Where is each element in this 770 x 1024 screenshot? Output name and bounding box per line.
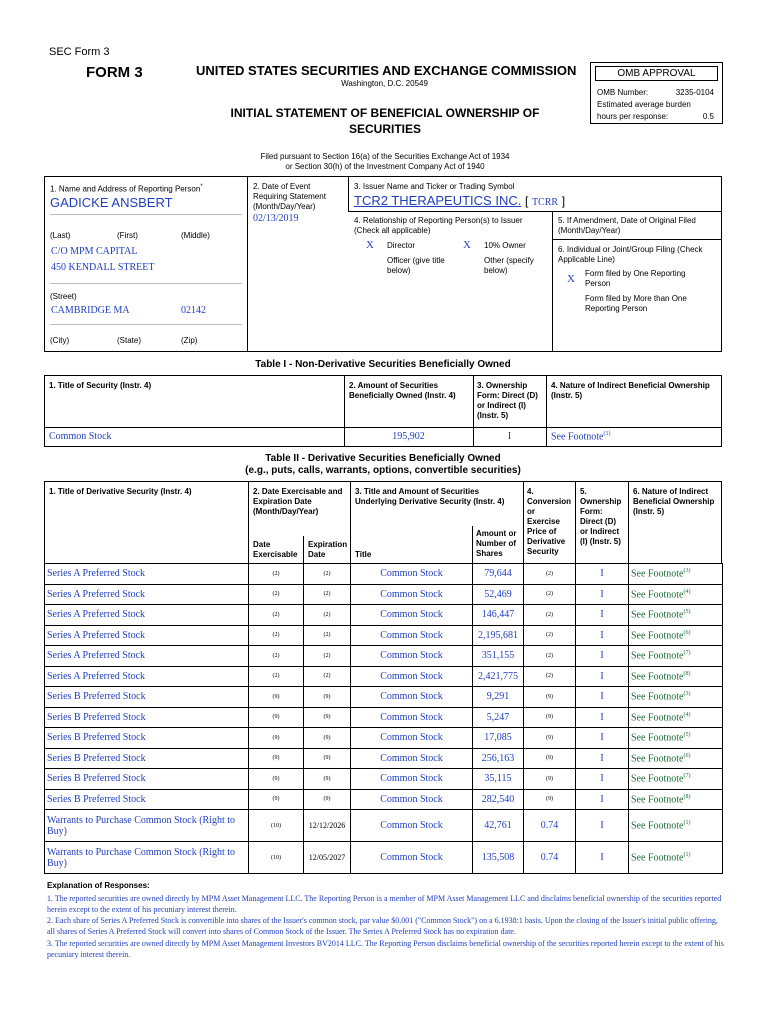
derivative-title: Series B Preferred Stock [45, 748, 249, 769]
ownership-form: I [576, 769, 629, 790]
underlying-title: Common Stock [351, 842, 473, 874]
table1-col3-header: 3. Ownership Form: Direct (D) or Indirect (I) (Instr. 5) [477, 381, 538, 420]
expiration-date: (9) [304, 748, 351, 769]
table1-security-title: Common Stock [49, 431, 112, 442]
date-exercisable: (9) [249, 687, 304, 708]
event-date: 02/13/2019 [253, 213, 299, 224]
conversion-price: 0.74 [524, 810, 576, 842]
expiration-date: (9) [304, 687, 351, 708]
date-exercisable: (9) [249, 769, 304, 790]
underlying-shares: 2,195,681 [473, 625, 524, 646]
footnote-ref[interactable]: (8) [683, 670, 691, 677]
conversion-price: (9) [524, 687, 576, 708]
footnote-ref[interactable]: (3) [683, 568, 691, 575]
underlying-title: Common Stock [351, 707, 473, 728]
zip-value: 02142 [181, 305, 206, 316]
underlying-shares: 17,085 [473, 728, 524, 749]
other-label: Other (specify below) [484, 256, 534, 275]
address-line-1: C/O MPM CAPITAL [51, 246, 138, 257]
ownership-form: I [576, 646, 629, 667]
footnote-ref[interactable]: (3) [683, 691, 691, 698]
table2-col2-header: 2. Date Exercisable and Expiration Date (Month/Day/Year) [253, 487, 343, 516]
date-exercisable: (10) [249, 842, 304, 874]
table2-row [45, 842, 723, 874]
ownership-form: I [576, 605, 629, 626]
date-exercisable: (10) [249, 810, 304, 842]
date-exercisable: (9) [249, 707, 304, 728]
box2-label: 2. Date of Event Requiring Statement (Month/Day/Year) [253, 182, 326, 211]
issuer-block: TCR2 THERAPEUTICS INC. [ TCRR ] [354, 193, 566, 208]
conversion-price: (9) [524, 769, 576, 790]
footnote-ref[interactable]: (1) [683, 819, 691, 826]
address-line-2: 450 KENDALL STREET [51, 262, 155, 273]
table2-row [45, 769, 723, 790]
nature-of-ownership: See Footnote$^{(1)}$ [629, 810, 723, 842]
table2-row [45, 646, 723, 667]
underlying-shares: 52,469 [473, 584, 524, 605]
derivative-title: Warrants to Purchase Common Stock (Right to Buy) [45, 842, 249, 874]
footnote-ref[interactable]: (5) [683, 732, 691, 739]
filed-pursuant [200, 152, 570, 172]
table1-footnote-ref[interactable]: (1) [603, 431, 611, 437]
underlying-shares: 351,155 [473, 646, 524, 667]
underlying-title: Common Stock [351, 728, 473, 749]
form-title: FORM 3 [86, 64, 143, 81]
underlying-title: Common Stock [351, 769, 473, 790]
nature-of-ownership: See Footnote$^{(8)}$ [629, 789, 723, 810]
underlying-shares: 9,291 [473, 687, 524, 708]
middle-label: (Middle) [181, 231, 210, 240]
derivative-title: Series B Preferred Stock [45, 769, 249, 790]
footnote-ref[interactable]: (7) [683, 773, 691, 780]
date-exercisable: (2) [249, 646, 304, 667]
table1-ownership-form: I [507, 431, 512, 442]
ownership-form: I [576, 810, 629, 842]
table1-col2-header: 2. Amount of Securities Beneficially Owned (Instr. 4) [349, 381, 456, 400]
derivative-title: Series B Preferred Stock [45, 687, 249, 708]
nature-of-ownership: See Footnote$^{(4)}$ [629, 584, 723, 605]
nature-of-ownership: See Footnote$^{(3)}$ [629, 564, 723, 585]
omb-number-value: 3235-0104 [675, 88, 714, 97]
table2-row [45, 687, 723, 708]
expiration-date: (9) [304, 707, 351, 728]
conversion-price: (2) [524, 584, 576, 605]
expiration-date: (2) [304, 584, 351, 605]
expiration-date: 12/12/2026 [304, 810, 351, 842]
footnote-ref[interactable]: (7) [683, 650, 691, 657]
date-exercisable: (9) [249, 789, 304, 810]
ownership-form: I [576, 789, 629, 810]
issuer-name[interactable]: TCR2 THERAPEUTICS INC. [354, 193, 522, 208]
director-label: Director [387, 241, 416, 250]
conversion-price: (9) [524, 707, 576, 728]
date-exercisable: (2) [249, 564, 304, 585]
underlying-shares: 2,421,775 [473, 666, 524, 687]
date-exercisable: (2) [249, 666, 304, 687]
officer-label: Officer (give title below) [387, 256, 445, 275]
expiration-date: (2) [304, 564, 351, 585]
table1-nature: See Footnote$^{(1)}$ [551, 431, 611, 443]
table2-amount-subheader: Amount or Number of Shares [476, 529, 517, 558]
conversion-price: (2) [524, 666, 576, 687]
omb-hours-label: hours per response: [597, 112, 669, 121]
derivative-title: Series A Preferred Stock [45, 666, 249, 687]
table1-col1-header: 1. Title of Security (Instr. 4) [49, 381, 152, 390]
footnote-ref[interactable]: (6) [683, 752, 691, 759]
table2-row [45, 748, 723, 769]
reporting-person-name: GADICKE ANSBERT [50, 195, 173, 210]
conversion-price: (9) [524, 748, 576, 769]
derivative-title: Series A Preferred Stock [45, 564, 249, 585]
city-value: CAMBRIDGE MA [51, 305, 130, 316]
underlying-title: Common Stock [351, 625, 473, 646]
street-label: (Street) [50, 292, 77, 301]
expiration-date: (2) [304, 605, 351, 626]
table2-row [45, 810, 723, 842]
ownership-form: I [576, 842, 629, 874]
ownership-form: I [576, 584, 629, 605]
omb-approval-box [590, 62, 723, 124]
table2-body [44, 563, 723, 874]
table2-date-exercisable-header: Date Exercisable [253, 540, 298, 559]
expiration-date: (2) [304, 666, 351, 687]
underlying-shares: 5,247 [473, 707, 524, 728]
table2-title: Table II - Derivative Securities Beneficially Owned (e.g., puts, calls, warrants, options, convertible securities) [245, 453, 521, 476]
underlying-shares: 79,644 [473, 564, 524, 585]
box5-label: 5. If Amendment, Date of Original Filed (Month/Day/Year) [558, 216, 696, 235]
underlying-title: Common Stock [351, 789, 473, 810]
conversion-price: (2) [524, 625, 576, 646]
date-exercisable: (2) [249, 625, 304, 646]
footnote-ref[interactable]: (6) [683, 629, 691, 636]
ownership-form: I [576, 707, 629, 728]
underlying-title: Common Stock [351, 605, 473, 626]
derivative-title: Series A Preferred Stock [45, 646, 249, 667]
table2-row [45, 605, 723, 626]
table2-col6-header: 6. Nature of Indirect Beneficial Ownership (Instr. 5) [633, 487, 715, 516]
footnote-ref[interactable]: (4) [683, 711, 691, 718]
table2-col3-header: 3. Title and Amount of Securities Underlying Derivative Security (Instr. 4) [355, 487, 505, 506]
date-exercisable: (2) [249, 584, 304, 605]
ticker-symbol: TCRR [531, 197, 559, 208]
nature-of-ownership: See Footnote$^{(1)}$ [629, 842, 723, 874]
underlying-title: Common Stock [351, 810, 473, 842]
nature-of-ownership: See Footnote$^{(6)}$ [629, 748, 723, 769]
box3-label: 3. Issuer Name and Ticker or Trading Symbol [354, 182, 515, 191]
table2-row [45, 666, 723, 687]
underlying-title: Common Stock [351, 666, 473, 687]
derivative-title: Series B Preferred Stock [45, 789, 249, 810]
table2-row [45, 584, 723, 605]
date-exercisable: (2) [249, 605, 304, 626]
table2-row [45, 728, 723, 749]
underlying-title: Common Stock [351, 687, 473, 708]
conversion-price: (2) [524, 605, 576, 626]
derivative-title: Series A Preferred Stock [45, 605, 249, 626]
date-exercisable: (9) [249, 748, 304, 769]
omb-hours-value: 0.5 [702, 112, 714, 121]
ownership-form: I [576, 728, 629, 749]
underlying-shares: 135,508 [473, 842, 524, 874]
table1-col4-header: 4. Nature of Indirect Beneficial Ownership (Instr. 5) [551, 381, 710, 400]
omb-title: OMB APPROVAL [595, 66, 718, 81]
sec-form-label: SEC Form 3 [49, 46, 110, 58]
date-exercisable: (9) [249, 728, 304, 749]
derivative-title: Series B Preferred Stock [45, 728, 249, 749]
nature-of-ownership: See Footnote$^{(5)}$ [629, 728, 723, 749]
footnote-ref[interactable]: (5) [683, 609, 691, 616]
expiration-date: (2) [304, 625, 351, 646]
underlying-shares: 282,540 [473, 789, 524, 810]
table1-title: Table I - Non-Derivative Securities Beneficially Owned [255, 359, 511, 370]
table2-row [45, 789, 723, 810]
footnote-3: 3. The reported securities are owned directly by MPM Asset Management Investors BV2014 LLC. The Reporting Person disclaims beneficial ownership of the securities reported herein except to the extent of his pecuniary interest therein. [47, 939, 724, 959]
underlying-title: Common Stock [351, 646, 473, 667]
nature-of-ownership: See Footnote$^{(8)}$ [629, 666, 723, 687]
ownership-form: I [576, 625, 629, 646]
underlying-title: Common Stock [351, 584, 473, 605]
derivative-title: Series A Preferred Stock [45, 625, 249, 646]
commission-title: UNITED STATES SECURITIES AND EXCHANGE COMMISSION [196, 63, 577, 78]
ownership-form: I [576, 666, 629, 687]
derivative-title: Series B Preferred Stock [45, 707, 249, 728]
conversion-price: 0.74 [524, 842, 576, 874]
table2-col1-header: 1. Title of Derivative Security (Instr. 4) [49, 487, 192, 496]
last-label: (Last) [50, 231, 71, 240]
commission-city: Washington, D.C. 20549 [341, 79, 428, 88]
derivative-title: Warrants to Purchase Common Stock (Right to Buy) [45, 810, 249, 842]
underlying-shares: 256,163 [473, 748, 524, 769]
table2-row [45, 707, 723, 728]
table2-title-subheader: Title [355, 550, 372, 559]
omb-number-label: OMB Number: [597, 88, 649, 97]
expiration-date: (9) [304, 769, 351, 790]
director-check[interactable]: X [366, 239, 374, 251]
footnote-ref[interactable]: (1) [683, 851, 691, 858]
conversion-price: (2) [524, 646, 576, 667]
footnote-ref[interactable]: (8) [683, 793, 691, 800]
filed-pursuant-line-1: Filed pursuant to Section 16(a) of the Securities Exchange Act of 1934 [260, 152, 510, 161]
underlying-shares: 146,447 [473, 605, 524, 626]
expiration-date: (2) [304, 646, 351, 667]
table2-expiration-header: Expiration Date [308, 540, 348, 559]
ownership-form: I [576, 564, 629, 585]
expiration-date: (9) [304, 789, 351, 810]
box4-label: 4. Relationship of Reporting Person(s) to Issuer (Check all applicable) [354, 216, 523, 235]
nature-of-ownership: See Footnote$^{(7)}$ [629, 646, 723, 667]
table2-col5-header: 5. Ownership Form: Direct (D) or Indirect (I) (Instr. 5) [580, 487, 622, 546]
one-reporting-person-label: Form filed by One Reporting Person [585, 269, 686, 288]
nature-of-ownership: See Footnote$^{(3)}$ [629, 687, 723, 708]
expiration-date: 12/05/2027 [304, 842, 351, 874]
statement-title: INITIAL STATEMENT OF BENEFICIAL OWNERSHIP OF SECURITIES [230, 106, 540, 136]
footnote-1: 1. The reported securities are owned directly by MPM Asset Management LLC. The Reporting Person is a member of MPM Asset Management LLC and disclaims beneficial ownership of the securities reported herein except to the extent of his pecuniary interest therein. [47, 894, 722, 914]
conversion-price: (2) [524, 564, 576, 585]
box1-label: 1. Name and Address of Reporting Person* [50, 184, 203, 194]
one-reporting-person-check[interactable]: X [567, 273, 575, 285]
derivative-title: Series A Preferred Stock [45, 584, 249, 605]
city-label: (City) [50, 336, 70, 345]
underlying-title: Common Stock [351, 564, 473, 585]
nature-of-ownership: See Footnote$^{(6)}$ [629, 625, 723, 646]
ownership-form: I [576, 687, 629, 708]
table2-row [45, 625, 723, 646]
more-reporting-persons-label: Form filed by More than One Reporting Person [585, 294, 687, 313]
expiration-date: (9) [304, 728, 351, 749]
underlying-shares: 42,761 [473, 810, 524, 842]
explanation-title: Explanation of Responses: [47, 881, 150, 890]
table2-col4-header: 4. Conversion or Exercise Price of Derivative Security [527, 487, 572, 556]
ten-percent-owner-check[interactable]: X [463, 239, 471, 251]
nature-of-ownership: See Footnote$^{(4)}$ [629, 707, 723, 728]
footnote-2: 2. Each share of Series A Preferred Stock is convertible into shares of the Issuer's common stock, par value $0.001 ("Common Stock") on a 6.1938:1 basis. Upon the closing of the Issuer's initial public offering, all shares of Series A Preferred Stock will convert into shares of Common Stock of the Issuer. The Series A Preferred Stock has no expiration date. [47, 916, 718, 936]
table2-row [45, 564, 723, 585]
table1-amount: 195,902 [392, 431, 425, 442]
zip-label: (Zip) [181, 336, 198, 345]
box6-label: 6. Individual or Joint/Group Filing (Check Applicable Line) [558, 245, 703, 264]
nature-of-ownership: See Footnote$^{(7)}$ [629, 769, 723, 790]
state-label: (State) [117, 336, 142, 345]
ten-percent-owner-label: 10% Owner [484, 241, 526, 250]
conversion-price: (9) [524, 789, 576, 810]
filed-pursuant-line-2: or Section 30(h) of the Investment Company Act of 1940 [285, 162, 485, 171]
omb-burden-label: Estimated average burden [597, 100, 691, 109]
conversion-price: (9) [524, 728, 576, 749]
nature-of-ownership: See Footnote$^{(5)}$ [629, 605, 723, 626]
ownership-form: I [576, 748, 629, 769]
footnote-ref[interactable]: (4) [683, 588, 691, 595]
underlying-title: Common Stock [351, 748, 473, 769]
first-label: (First) [117, 231, 138, 240]
underlying-shares: 35,115 [473, 769, 524, 790]
